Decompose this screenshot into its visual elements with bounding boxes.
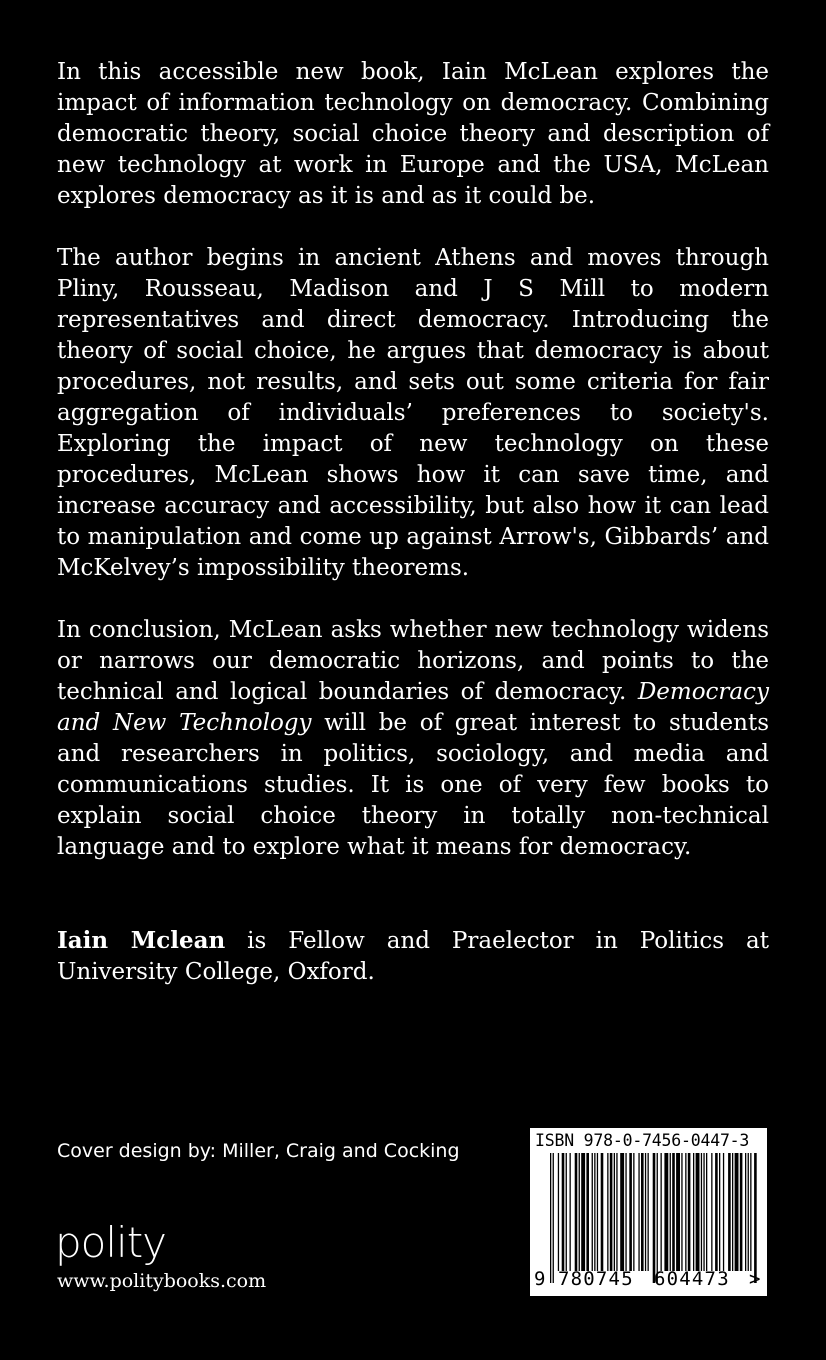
blurb-paragraph-1: In this accessible new book, Iain McLean explores the impact of information technology on democracy. Combining democratic theory, social choice theory and description of new technology at work in Europe and the USA, McLean explores democracy as it is and as it could be.	[57, 59, 769, 209]
blurb-paragraph-3-end: will be of great interest to students and researchers in politics, sociology, and media and communications studies. It is one of very few books to explain social choice theory in totally non-technical language and to explore what it means for democracy.	[57, 710, 769, 860]
polity-logo: polity	[55, 1218, 167, 1267]
cover-design-credit: Cover design by: Miller, Craig and Cocking	[57, 1140, 460, 1162]
blurb-paragraph-3	[57, 615, 769, 863]
barcode-first-digit: 9	[534, 1268, 546, 1290]
barcode-bars	[550, 1153, 760, 1283]
author-bio	[57, 925, 769, 988]
back-cover-blurb	[57, 57, 769, 1019]
barcode-arrow: >	[749, 1268, 761, 1290]
blurb-paragraph-3-start: In conclusion, McLean asks whether new technology widens or narrows our democratic horizons, and points to the technical and logical boundaries of democracy.	[57, 617, 769, 705]
book-title-italic: Democracy and New Technology	[57, 679, 769, 736]
blurb-paragraph-2: The author begins in ancient Athens and moves through Pliny, Rousseau, Madison and J S Mill to modern representatives and direct democracy. Introducing the theory of social choice, he argues that democracy is about procedures, not results, and sets out some criteria for fair aggregation of individuals’ preferences to society's. Exploring the impact of new technology on these procedures, McLean shows how it can save time, and increase accuracy and accessibility, but also how it can lead to manipulation and come up against Arrow's, Gibbards’ and McKelvey’s impossibility theorems.	[57, 245, 769, 581]
barcode-left-group: 780745	[558, 1268, 634, 1290]
barcode-right-group: 604473	[654, 1268, 730, 1290]
author-name: Iain Mclean	[57, 927, 226, 954]
author-bio-text: is Fellow and Praelector in Politics at University College, Oxford.	[57, 928, 769, 985]
isbn-label: ISBN 978-0-7456-0447-3	[535, 1131, 750, 1150]
isbn-barcode	[530, 1128, 767, 1296]
publisher-url: www.politybooks.com	[57, 1270, 267, 1292]
